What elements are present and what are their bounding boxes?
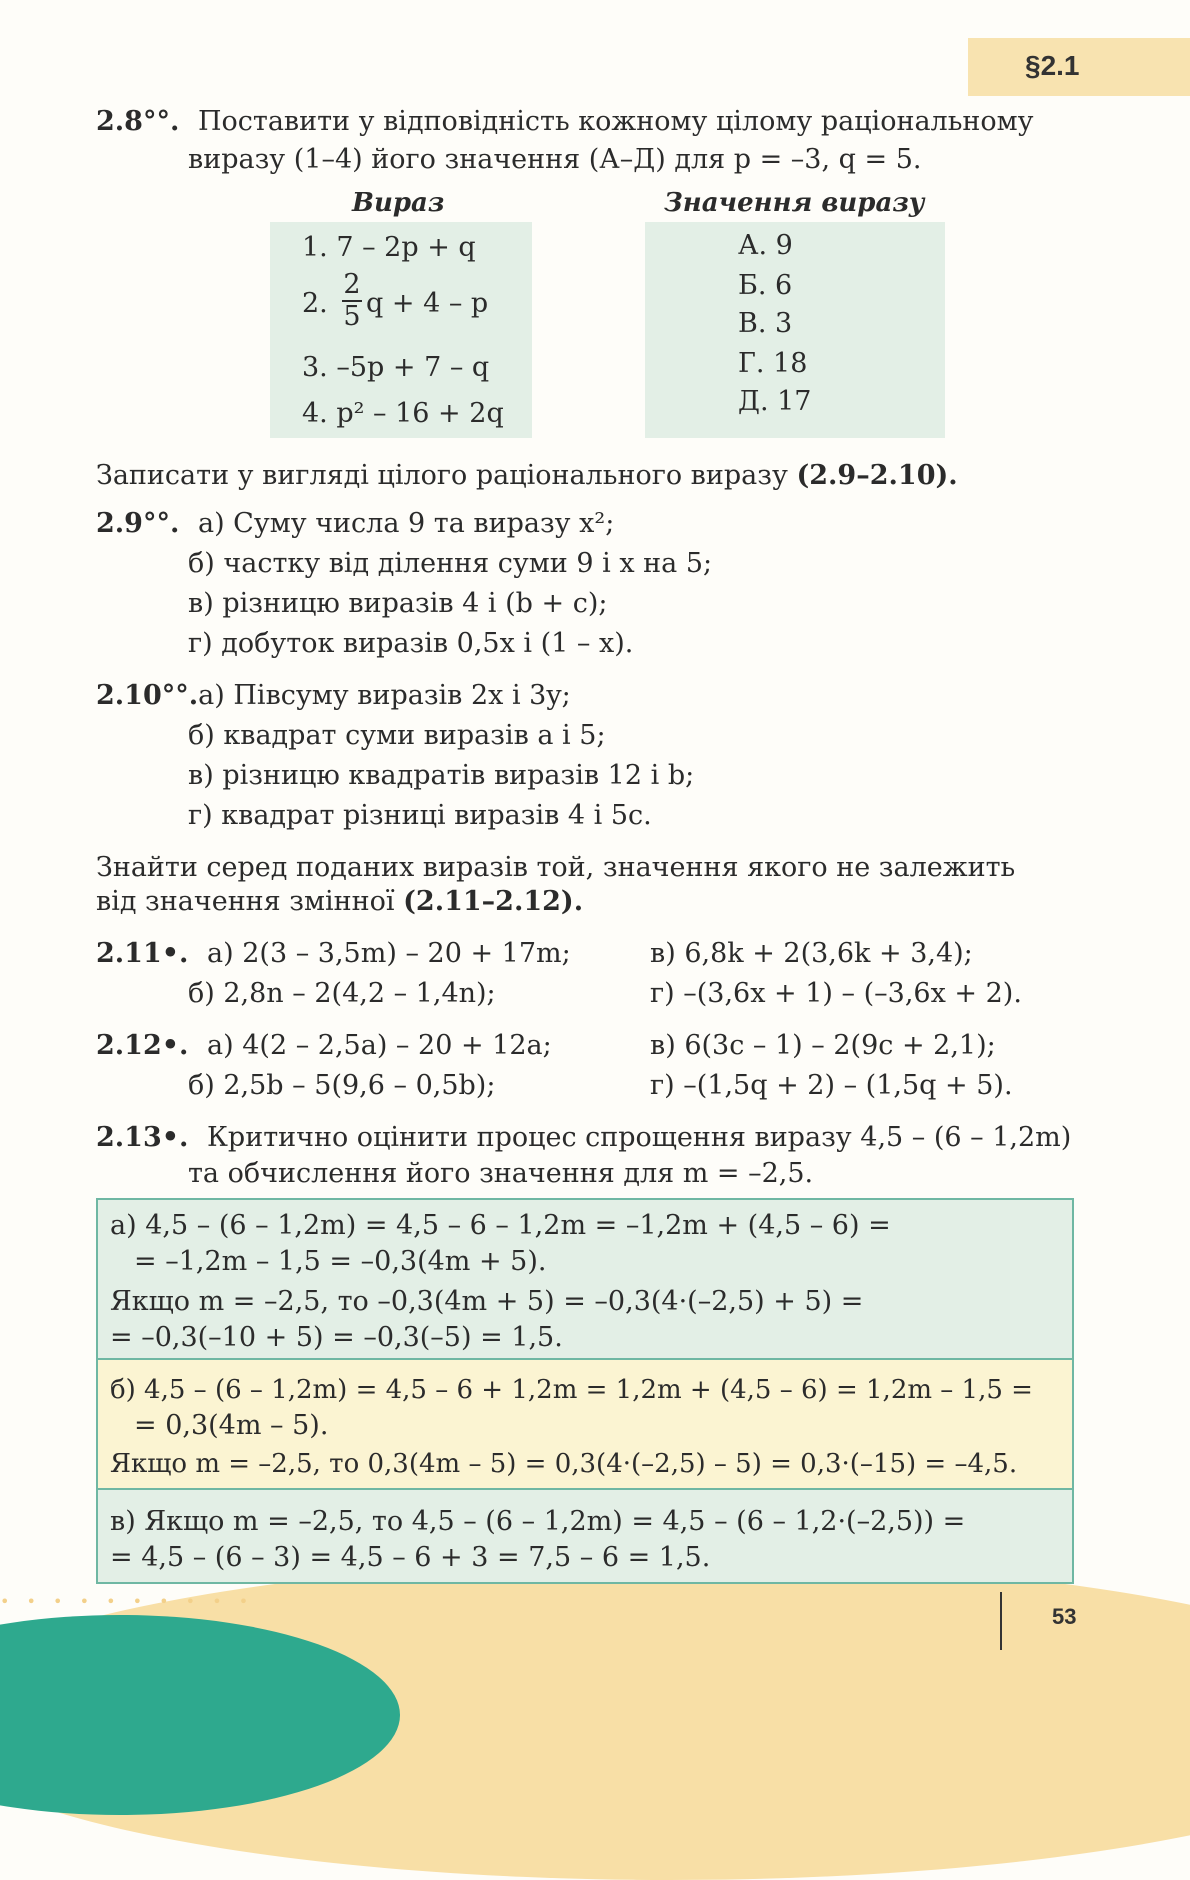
section-tab <box>968 38 1190 96</box>
value-b: Б. 6 <box>738 270 793 301</box>
problem-2-8-line2: виразу (1–4) його значення (А–Д) для p = –3, q = 5. <box>188 144 922 175</box>
solution-b-line2: = 0,3(4m – 5). <box>134 1410 329 1441</box>
problem-2-10: 2.10°°.а) Півсуму виразів 2x і 3y; <box>96 680 571 711</box>
column-heading-value: Значення виразу <box>664 188 925 218</box>
instruction-2-line2: від значення змінної (2.11–2.12). <box>96 886 584 917</box>
problem-2-8-line1 <box>96 104 1034 140</box>
problem-2-11-d: г) –(3,6x + 1) – (–3,6x + 2). <box>650 978 1022 1009</box>
problem-2-11-c: в) 6,8k + 2(3,6k + 3,4); <box>650 938 973 969</box>
problem-2-10-b: б) квадрат суми виразів a і 5; <box>188 720 606 751</box>
solution-a-line1: а) 4,5 – (6 – 1,2m) = 4,5 – 6 – 1,2m = –1,2m + (4,5 – 6) = <box>110 1210 891 1241</box>
problem-2-12-c: в) 6(3c – 1) – 2(9c + 2,1); <box>650 1030 996 1061</box>
problem-text: Поставити у відповідність кожному цілому раціональному <box>197 106 1034 137</box>
value-c: В. 3 <box>738 308 793 339</box>
expression-1: 1. 7 – 2p + q <box>302 232 476 263</box>
solution-a-line2: = –1,2m – 1,5 = –0,3(4m + 5). <box>134 1246 547 1277</box>
value-e: Д. 17 <box>738 386 812 417</box>
solution-b-line1: б) 4,5 – (6 – 1,2m) = 4,5 – 6 + 1,2m = 1,2m + (4,5 – 6) = 1,2m – 1,5 = <box>110 1375 1033 1405</box>
solution-a-line3: Якщо m = –2,5, то –0,3(4m + 5) = –0,3(4·(–2,5) + 5) = <box>110 1286 864 1317</box>
problem-2-10-d: г) квадрат різниці виразів 4 і 5c. <box>188 800 652 831</box>
problem-2-9-b: б) частку від ділення суми 9 і x на 5; <box>188 548 713 579</box>
page-divider <box>1000 1592 1002 1650</box>
problem-number: 2.8°°. <box>96 106 180 137</box>
section-label: §2.1 <box>1025 50 1080 81</box>
footer-dots: • • • • • • • • • • <box>0 1592 255 1611</box>
instruction-1: Записати у вигляді цілого раціонального виразу (2.9–2.10). <box>96 460 958 491</box>
solution-b-box <box>96 1358 1074 1490</box>
problem-2-11: 2.11•. а) 2(3 – 3,5m) – 20 + 17m; <box>96 938 571 969</box>
problem-2-12-d: г) –(1,5q + 2) – (1,5q + 5). <box>650 1070 1013 1101</box>
page-number: 53 <box>1052 1604 1077 1629</box>
problem-2-10-c: в) різницю квадратів виразів 12 і b; <box>188 760 695 791</box>
column-heading-expression: Вираз <box>352 188 445 218</box>
solution-c-line2: = 4,5 – (6 – 3) = 4,5 – 6 + 3 = 7,5 – 6 = 1,5. <box>110 1542 711 1573</box>
problem-2-9-d: г) добуток виразів 0,5x і (1 – x). <box>188 628 634 659</box>
problem-2-12: 2.12•. а) 4(2 – 2,5a) – 20 + 12a; <box>96 1030 552 1061</box>
problem-2-13-line2: та обчислення його значення для m = –2,5. <box>188 1158 814 1189</box>
instruction-2-line1: Знайти серед поданих виразів той, значення якого не залежить <box>96 852 1016 883</box>
problem-2-13: 2.13•. Критично оцінити процес спрощення виразу 4,5 – (6 – 1,2m) <box>96 1122 1072 1153</box>
value-a: А. 9 <box>738 230 793 261</box>
expression-3: 3. –5p + 7 – q <box>302 352 490 383</box>
solution-a-line4: = –0,3(–10 + 5) = –0,3(–5) = 1,5. <box>110 1322 563 1353</box>
problem-2-9: 2.9°°. а) Суму числа 9 та виразу x²; <box>96 508 615 539</box>
solution-c-box <box>96 1488 1074 1584</box>
solution-c-line1: в) Якщо m = –2,5, то 4,5 – (6 – 1,2m) = 4,5 – (6 – 1,2·(–2,5)) = <box>110 1506 966 1537</box>
solution-a-box <box>96 1198 1074 1360</box>
expression-4: 4. p² – 16 + 2q <box>302 398 504 429</box>
problem-2-12-b: б) 2,5b – 5(9,6 – 0,5b); <box>188 1070 496 1101</box>
value-d: Г. 18 <box>738 348 808 379</box>
problem-2-11-b: б) 2,8n – 2(4,2 – 1,4n); <box>188 978 496 1009</box>
fraction: 2 5 <box>343 269 361 332</box>
problem-2-9-c: в) різницю виразів 4 і (b + c); <box>188 588 608 619</box>
solution-b-line3: Якщо m = –2,5, то 0,3(4m – 5) = 0,3(4·(–2,5) – 5) = 0,3·(–15) = –4,5. <box>110 1449 1018 1479</box>
